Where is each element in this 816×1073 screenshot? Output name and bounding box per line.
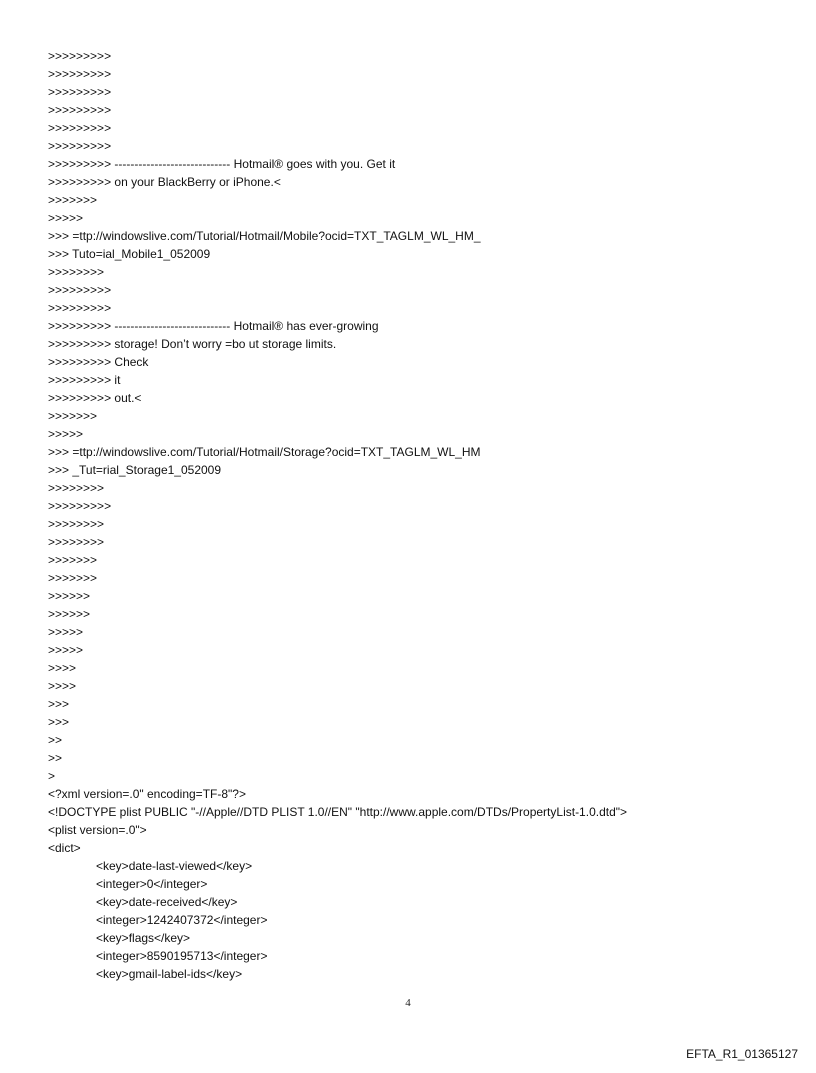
text-line: >>>>>>>>: [48, 481, 105, 495]
text-line: >>: [48, 751, 63, 765]
text-line: >>>>>>>>> ----------------------------- Hotmail® has ever-growing: [48, 319, 379, 333]
document-id: EFTA_R1_01365127: [686, 1047, 798, 1061]
text-line: >>: [48, 733, 63, 747]
text-line: >>>: [48, 715, 70, 729]
text-line: >>>>>>>>> it: [48, 373, 121, 387]
text-line: >>>>>>>>> Check: [48, 355, 149, 369]
text-line: >: [48, 769, 56, 783]
text-line: >>> Tuto=ial_Mobile1_052009: [48, 247, 211, 261]
text-line: >>>>>>>>: [48, 535, 105, 549]
text-line: >>>>>>: [48, 589, 91, 603]
text-line: <plist version=.0">: [48, 823, 147, 837]
text-line: >>>>>: [48, 427, 84, 441]
text-line: >>>>>>>>>: [48, 499, 112, 513]
text-line: <integer>8590195713</integer>: [96, 949, 268, 963]
text-line: >>>>>>>>>: [48, 301, 112, 315]
text-line: <!DOCTYPE plist PUBLIC "-//Apple//DTD PLIST 1.0//EN" "http://www.apple.com/DTDs/PropertyList-1.0.dtd">: [48, 805, 628, 819]
text-line: >>>>>>>>> storage! Don’t worry =bo ut storage limits.: [48, 337, 337, 351]
text-line: >>>>>>>: [48, 409, 98, 423]
text-line: >>>>>>>>>: [48, 283, 112, 297]
text-line: >>>>>>>: [48, 193, 98, 207]
text-line: <dict>: [48, 841, 81, 855]
text-line: >>>>>: [48, 211, 84, 225]
text-line: >>>>>>>>> on your BlackBerry or iPhone.<: [48, 175, 281, 189]
text-line: >>>>: [48, 661, 77, 675]
text-line: <key>gmail-label-ids</key>: [96, 967, 243, 981]
text-line: >>>>>>: [48, 607, 91, 621]
text-line: <key>date-received</key>: [96, 895, 238, 909]
text-line: >>> =ttp://windowslive.com/Tutorial/Hotmail/Mobile?ocid=TXT_TAGLM_WL_HM_: [48, 229, 481, 243]
text-line: >>>>>>>>>: [48, 67, 112, 81]
text-line: >>>>>>>>> ----------------------------- Hotmail® goes with you. Get it: [48, 157, 396, 171]
email-body-text: [48, 47, 788, 983]
text-line: >>>>>>>>>: [48, 103, 112, 117]
text-line: <key>flags</key>: [96, 931, 191, 945]
text-line: >>>>>>>: [48, 553, 98, 567]
text-line: >>>>>: [48, 625, 84, 639]
text-line: >>> _Tut=rial_Storage1_052009: [48, 463, 222, 477]
text-line: >>>>>>>>: [48, 265, 105, 279]
text-line: >>> =ttp://windowslive.com/Tutorial/Hotmail/Storage?ocid=TXT_TAGLM_WL_HM: [48, 445, 481, 459]
text-line: >>>>>>>>: [48, 517, 105, 531]
text-line: >>>>>>>>> out.<: [48, 391, 142, 405]
text-line: >>>>>>>>>: [48, 85, 112, 99]
page-number: 4: [405, 997, 411, 1009]
text-line: >>>>>: [48, 643, 84, 657]
text-line: >>>>>>>: [48, 571, 98, 585]
text-line: >>>>>>>>>: [48, 121, 112, 135]
text-line: <integer>0</integer>: [96, 877, 208, 891]
text-line: >>>: [48, 697, 70, 711]
text-line: >>>>: [48, 679, 77, 693]
text-line: >>>>>>>>>: [48, 139, 112, 153]
text-line: >>>>>>>>>: [48, 49, 112, 63]
text-line: <?xml version=.0" encoding=TF-8"?>: [48, 787, 246, 801]
text-line: <key>date-last-viewed</key>: [96, 859, 253, 873]
text-line: <integer>1242407372</integer>: [96, 913, 268, 927]
